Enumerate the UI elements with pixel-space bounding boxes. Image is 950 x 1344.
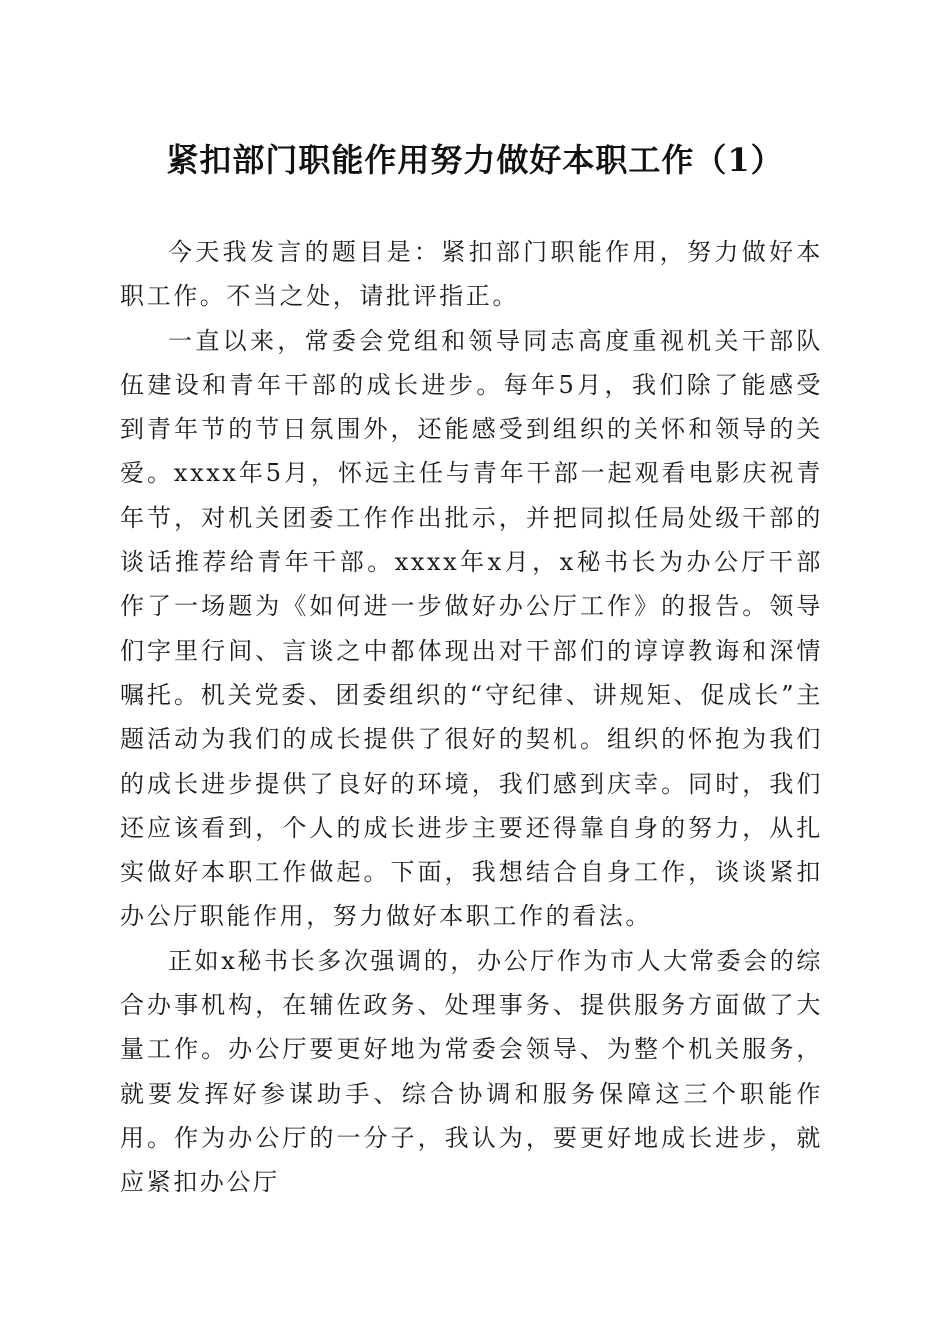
paragraph-office-functions: 正如x秘书长多次强调的，办公厅作为市人大常委会的综合办事机构，在辅佐政务、处理事务、提供服务方面做了大量工作。办公厅要更好地为常委会领导、为整个机关服务，就要发挥好参谋助手、综合协调和服务保障这三个职能作用。作为办公厅的一分子，我认为，要更好地成长进步，就应紧扣办公厅 xyxy=(120,946,823,1197)
document-body xyxy=(120,230,823,1205)
paragraph-background: 一直以来，常委会党组和领导同志高度重视机关干部队伍建设和青年干部的成长进步。每年5月，我们除了能感受到青年节的节日氛围外，还能感受到组织的关怀和领导的关爱。xxxx年5月，怀远主任与青年干部一起观看电影庆祝青年节，对机关团委工作作出批示，并把同拟任局处级干部的谈话推荐给青年干部。xxxx年x月，x秘书长为办公厅干部作了一场题为《如何进一步做好办公厅工作》的报告。领导们字里行间、言谈之中都体现出对干部们的谆谆教诲和深情嘱托。机关党委、团委组织的“守纪律、讲规矩、促成长”主题活动为我们的成长提供了很好的契机。组织的怀抱为我们的成长进步提供了良好的环境，我们感到庆幸。同时，我们还应该看到，个人的成长进步主要还得靠自身的努力，从扎实做好本职工作做起。下面，我想结合自身工作，谈谈紧扣办公厅职能作用，努力做好本职工作的看法。 xyxy=(120,326,823,931)
paragraph-intro: 今天我发言的题目是：紧扣部门职能作用，努力做好本职工作。不当之处，请批评指正。 xyxy=(120,238,823,311)
document-title: 紧扣部门职能作用努力做好本职工作（1） xyxy=(166,141,784,179)
